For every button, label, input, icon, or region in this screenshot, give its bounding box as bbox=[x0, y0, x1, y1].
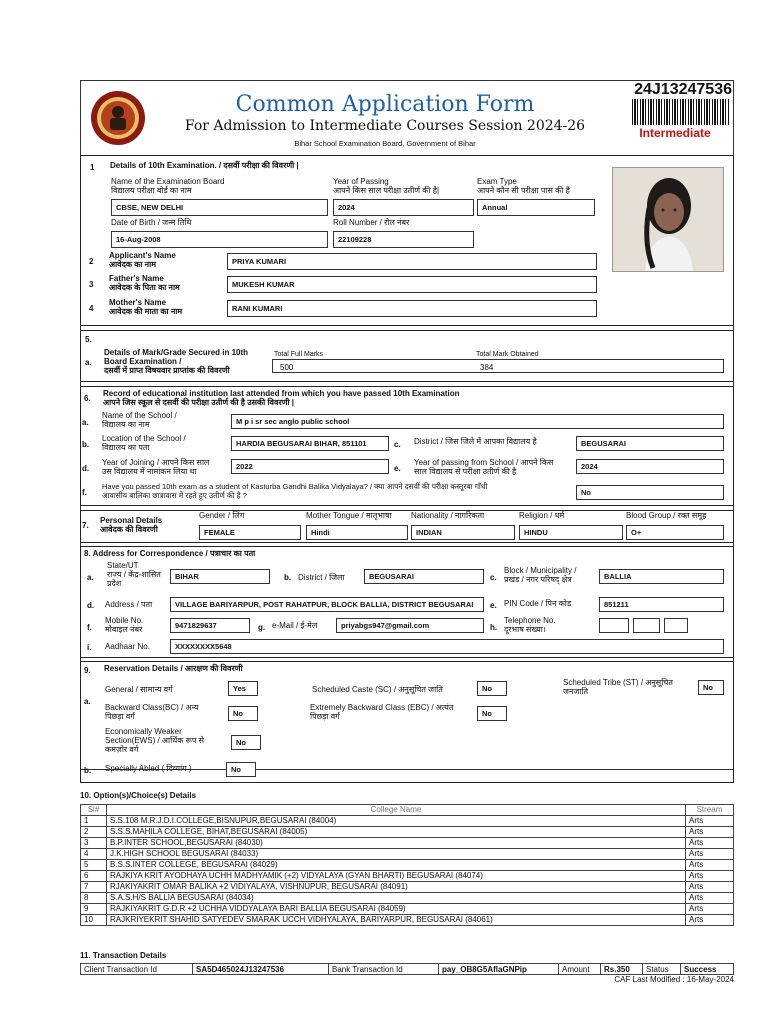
page-title: Common Application Form bbox=[235, 92, 535, 117]
year-value: 2024 bbox=[333, 199, 474, 216]
district8-value: BEGUSARAI bbox=[364, 569, 484, 584]
block-label-hi: प्रखंड / नगर परिषद् क्षेत्र bbox=[504, 575, 572, 584]
option-sl: 10 bbox=[81, 915, 107, 926]
kgbv-label-hi: आवासीय बालिका छात्रावास में रहते हुए उतीर्ण की है ? bbox=[102, 491, 247, 500]
religion-label: Religion / धर्म bbox=[519, 511, 565, 520]
option-sl: 5 bbox=[81, 860, 107, 871]
exam-type-label: Exam Type bbox=[477, 177, 517, 186]
sec3-num: 3 bbox=[89, 280, 94, 289]
school-label: Name of the School / bbox=[102, 411, 177, 420]
location-label-hi: विद्यालय का पता bbox=[102, 443, 150, 452]
blood-value: O+ bbox=[626, 525, 724, 540]
ews-label: Economically Weaker bbox=[105, 727, 182, 736]
table-row bbox=[81, 893, 734, 904]
father-name-value: MUKESH KUMAR bbox=[227, 276, 597, 293]
option-stream: Arts bbox=[686, 915, 734, 926]
sec6-b: b. bbox=[82, 440, 90, 449]
applicant-photo bbox=[612, 167, 724, 272]
blood-label: Blood Group / रक्त समूह bbox=[626, 511, 707, 520]
sec9-a: a. bbox=[84, 697, 91, 706]
total-obt-label: Total Mark Obtained bbox=[476, 351, 539, 358]
sec1-num: 1 bbox=[90, 163, 95, 172]
board-name: Bihar School Examination Board, Government of Bihar bbox=[294, 139, 476, 148]
option-stream: Arts bbox=[686, 893, 734, 904]
option-sl: 2 bbox=[81, 827, 107, 838]
join-label: Year of Joining / आपने किस साल bbox=[102, 458, 210, 467]
sec5-label: Details of Mark/Grade Secured in 10th Board Examination / bbox=[104, 348, 249, 366]
applicant-name-value: PRIYA KUMARI bbox=[227, 253, 597, 270]
sec1-title: Details of 10th Examination. / दसवीं परीक्षा की विवरणी | bbox=[110, 161, 299, 170]
exam-type-label-hi: आपने कौन सी परीक्षा पास की है bbox=[477, 186, 570, 195]
sec6-c: c. bbox=[394, 440, 401, 449]
phone-label: Telephone No. bbox=[504, 616, 556, 625]
sec7-label-hi: आवेदक की विवरणी bbox=[100, 525, 158, 534]
exam-type-value: Annual bbox=[477, 199, 595, 216]
email-label: e-Mail / ई-मेल bbox=[272, 621, 318, 630]
pass-value: 2024 bbox=[576, 459, 724, 474]
sc-label: Scheduled Caste (SC) / अनुसूचित जाति bbox=[312, 685, 443, 694]
sec4-num: 4 bbox=[89, 304, 94, 313]
option-sl: 9 bbox=[81, 904, 107, 915]
ews-label-hi: कमज़ोर वर्ग bbox=[105, 745, 139, 754]
option-sl: 8 bbox=[81, 893, 107, 904]
option-college: B.S.S.INTER COLLEGE, BEGUSARAI (84029) bbox=[107, 860, 686, 871]
ebc-label-hi: पिछड़ा वर्ग bbox=[310, 712, 340, 721]
address-label: Address / पता bbox=[105, 600, 153, 609]
option-college: RAJKIYA KRIT AYODHAYA UCHH MADHYAMIK (+2) VIDYALAYA (GYAN BHARTI) BEGUSARAI (84074) bbox=[107, 871, 686, 882]
barcode bbox=[632, 99, 730, 125]
client-txn-value: SA5D465024J13247536 bbox=[193, 964, 329, 975]
option-sl: 7 bbox=[81, 882, 107, 893]
last-modified: CAF Last Modified : 16-May-2024 bbox=[614, 975, 734, 984]
total-obt-value: 384 bbox=[480, 363, 494, 372]
dob-value: 16-Aug-2008 bbox=[111, 231, 328, 248]
table-row bbox=[81, 860, 734, 871]
options-table bbox=[80, 804, 734, 926]
option-college: S.S.S.MAHILA COLLEGE, BIHAT,BEGUSARAI (84005) bbox=[107, 827, 686, 838]
pin-label: PIN Code / पिन कोड bbox=[504, 599, 572, 608]
table-row bbox=[81, 827, 734, 838]
sec8-b: b. bbox=[284, 573, 292, 582]
amount-label: Amount bbox=[559, 964, 601, 975]
school-label-hi: विद्यालय का नाम bbox=[102, 420, 150, 429]
sec6-d: d. bbox=[82, 464, 90, 473]
sec8-h: h. bbox=[490, 623, 498, 632]
option-college: RJAKIYAKRIT OMAR BALIKA +2 VIDIYALAYA, VISHNUPUR, BEGUSARAI (84091) bbox=[107, 882, 686, 893]
option-college: B.P.INTER SCHOOL,BEGUSARAI (84030) bbox=[107, 838, 686, 849]
kgbv-value: No bbox=[576, 485, 724, 500]
ebc-label: Extremely Backward Class (EBC) / अत्यंत bbox=[310, 703, 454, 712]
option-stream: Arts bbox=[686, 871, 734, 882]
option-stream: Arts bbox=[686, 827, 734, 838]
option-college: RAJKIYAKRIT G.D.R +2 UCHHA VIDDYALAYA BARI BALLIA BEGUSARAI (84059) bbox=[107, 904, 686, 915]
sec6-num: 6. bbox=[84, 394, 91, 403]
location-value: HARDIA BEGUSARAI BIHAR, 851101 bbox=[231, 436, 389, 451]
table-row bbox=[81, 816, 734, 827]
state-label-hi: राज्य / केंद्र-शासित प्रदेश bbox=[107, 570, 161, 588]
transaction-table bbox=[80, 963, 734, 975]
tongue-value: Hindi bbox=[306, 525, 408, 540]
bank-txn-value: pay_OB8G5AflaGNPip bbox=[439, 964, 559, 975]
marks-box bbox=[272, 359, 724, 373]
stream-badge: Intermediate bbox=[639, 126, 711, 140]
option-stream: Arts bbox=[686, 849, 734, 860]
table-row bbox=[81, 882, 734, 893]
join-value: 2022 bbox=[231, 459, 389, 474]
total-full-label: Total Full Marks bbox=[274, 351, 324, 358]
roll-value: 22109228 bbox=[333, 231, 474, 248]
option-stream: Arts bbox=[686, 816, 734, 827]
kgbv-label: Have you passed 10th exam as a student of Kasturba Gandhi Balika Vidyalaya? / क्या आपने दसवीं की परीक्षा कस्तूरबा गाँधी bbox=[102, 482, 488, 491]
pwd-label: Specially Abled ( दिव्यांग ) bbox=[105, 764, 192, 773]
option-stream: Arts bbox=[686, 860, 734, 871]
bc-value: No bbox=[228, 706, 258, 721]
option-sl: 6 bbox=[81, 871, 107, 882]
sec2-label: Applicant's Name bbox=[109, 251, 176, 260]
tongue-label: Mother Tongue / मातृभाषा bbox=[306, 511, 392, 520]
sec9-b: b. bbox=[84, 766, 92, 775]
option-stream: Arts bbox=[686, 838, 734, 849]
phone-number-box bbox=[633, 618, 660, 633]
bank-txn-label: Bank Transaction Id bbox=[329, 964, 439, 975]
gender-label: Gender / लिंग bbox=[199, 511, 245, 520]
sec5-label-hi: दसवीं में प्राप्त विषयवार प्राप्तांक की विवरणी bbox=[104, 366, 230, 375]
general-value: Yes bbox=[228, 681, 258, 696]
sec5-num: 5. bbox=[85, 335, 92, 344]
address-value: VILLAGE BARIYARPUR, POST RAHATPUR, BLOCK BALLIA, DISTRICT BEGUSARAI bbox=[170, 597, 484, 612]
st-label-hi: जनजाति bbox=[563, 687, 589, 696]
ews-value: No bbox=[231, 735, 261, 750]
pin-value: 851211 bbox=[599, 597, 724, 612]
sec6-title-hi: आपने जिस स्कूल से दसवीं की परीक्षा उतीर्ण की है उसकी विवरणी | bbox=[103, 398, 295, 407]
sec7-label: Personal Details bbox=[100, 516, 163, 525]
sec4-label: Mother's Name bbox=[109, 298, 167, 307]
sec6-title: Record of educational institution last attended from which you have passed 10th Examination bbox=[103, 389, 460, 398]
sec5-sub: a. bbox=[85, 358, 92, 367]
nation-value: INDIAN bbox=[411, 525, 515, 540]
ebc-value: No bbox=[477, 706, 507, 721]
sec8-i: i. bbox=[87, 643, 92, 652]
join-label-hi: उस विद्यालय में नामांकन लिया था bbox=[102, 467, 197, 476]
sc-value: No bbox=[477, 681, 507, 696]
sec8-d: d. bbox=[87, 601, 95, 610]
gender-value: FEMALE bbox=[199, 525, 301, 540]
mother-name-value: RANI KUMARI bbox=[227, 300, 597, 317]
block-value: BALLIA bbox=[599, 569, 724, 584]
option-stream: Arts bbox=[686, 904, 734, 915]
sec2-num: 2 bbox=[89, 257, 94, 266]
sec3-label-hi: आवेदक के पिता का नाम bbox=[109, 283, 180, 292]
mobile-value: 9471829637 bbox=[170, 618, 250, 633]
options-header-row bbox=[81, 805, 734, 816]
sec8-e: e. bbox=[490, 601, 497, 610]
dob-label: Date of Birth / जन्म तिथि bbox=[111, 218, 192, 227]
state-value: BIHAR bbox=[170, 569, 270, 584]
year-label-hi: आपने किस साल परीक्षा उतीर्ण की है| bbox=[333, 186, 440, 195]
amount-value: Rs.350 bbox=[601, 964, 643, 975]
district8-label: District / जिला bbox=[298, 573, 345, 582]
sec8-c: c. bbox=[490, 573, 497, 582]
pwd-value: No bbox=[226, 762, 256, 777]
option-sl: 1 bbox=[81, 816, 107, 827]
option-college: S.A.S.H/S BALLIA BEGUSARAI (84034) bbox=[107, 893, 686, 904]
sec9-num: 9. bbox=[84, 666, 91, 675]
board-value: CBSE, NEW DELHI bbox=[111, 199, 328, 216]
sec8-a: a. bbox=[87, 573, 94, 582]
option-sl: 3 bbox=[81, 838, 107, 849]
nation-label: Nationality / नागरिकता bbox=[411, 511, 485, 520]
transaction-row bbox=[81, 964, 734, 975]
mobile-label: Mobile No. bbox=[105, 616, 144, 625]
status-label: Status bbox=[643, 964, 681, 975]
bseb-logo bbox=[90, 90, 146, 146]
option-college: J.K.HIGH SCHOOL BEGUSARAI (84033) bbox=[107, 849, 686, 860]
options-title: 10. Option(s)/Choice(s) Details bbox=[80, 791, 197, 800]
sec6-f: f. bbox=[82, 488, 87, 497]
sec8-title: 8. Address for Correspondence / पत्राचार का पता bbox=[84, 549, 256, 558]
sec6-a: a. bbox=[82, 418, 89, 427]
sec6-e: e. bbox=[394, 464, 401, 473]
sec8-f: f. bbox=[87, 623, 92, 632]
bc-label-hi: पिछड़ा वर्ग bbox=[105, 712, 135, 721]
table-row bbox=[81, 871, 734, 882]
transaction-title: 11. Transaction Details bbox=[80, 951, 167, 960]
college-header: College Name bbox=[107, 805, 686, 816]
district-label: District / जिस जिले में आपका विद्यालय है bbox=[414, 437, 537, 446]
option-college: S.S.108 M.R.J.D.I.COLLEGE,BISNUPUR,BEGUSARAI (84004) bbox=[107, 816, 686, 827]
table-row bbox=[81, 915, 734, 926]
year-label: Year of Passing bbox=[333, 177, 389, 186]
email-value: priyabgs947@gmail.com bbox=[336, 618, 484, 633]
board-label-hi: विद्यालय परीक्षा बोर्ड का नाम bbox=[111, 186, 192, 195]
phone-label-hi: दूरभाष संख्या। bbox=[504, 625, 546, 634]
option-college: RAJKRIYEKRIT SHAHID SATYEDEV SMARAK UCCH VIDHYALAYA, BARIYARPUR, BEGUSARAI (84061) bbox=[107, 915, 686, 926]
table-row bbox=[81, 904, 734, 915]
sl-header: Sl# bbox=[81, 805, 107, 816]
roll-label: Roll Number / रोल नंबर bbox=[333, 218, 410, 227]
sec3-label: Father's Name bbox=[109, 274, 164, 283]
phone-std-box bbox=[599, 618, 629, 633]
sec4-label-hi: आवेदक की माता का नाम bbox=[109, 307, 183, 316]
pass-label-hi: साल विद्यालय से परीक्षा उतीर्ण की है bbox=[414, 467, 517, 476]
stream-header: Stream bbox=[686, 805, 734, 816]
table-row bbox=[81, 849, 734, 860]
st-label: Scheduled Tribe (ST) / अनुसूचित bbox=[563, 678, 673, 687]
table-row bbox=[81, 838, 734, 849]
total-full-value: 500 bbox=[280, 363, 294, 372]
option-sl: 4 bbox=[81, 849, 107, 860]
client-txn-label: Client Transaction Id bbox=[81, 964, 193, 975]
location-label: Location of the School / bbox=[102, 434, 186, 443]
pass-label: Year of passing from School / आपने किस bbox=[414, 458, 554, 467]
block-label: Block / Municipality / bbox=[504, 566, 577, 575]
aadhaar-value: XXXXXXXX5648 bbox=[170, 639, 724, 654]
status-value: Success bbox=[681, 964, 734, 975]
sec7-num: 7. bbox=[82, 521, 89, 530]
page-subtitle: For Admission to Intermediate Courses Session 2024-26 bbox=[184, 118, 586, 134]
religion-value: HINDU bbox=[519, 525, 623, 540]
st-value: No bbox=[698, 680, 724, 695]
option-stream: Arts bbox=[686, 882, 734, 893]
phone-ext-box bbox=[664, 618, 688, 633]
form-number: 24J13247536 bbox=[634, 81, 732, 98]
board-label: Name of the Examination Board bbox=[111, 177, 225, 186]
sec8-g: g. bbox=[258, 623, 266, 632]
sec2-label-hi: आवेदक का नाम bbox=[109, 260, 156, 269]
aadhaar-label: Aadhaar No. bbox=[105, 642, 150, 651]
ews-label2: Section(EWS) / आर्थिक रूप से bbox=[105, 736, 205, 745]
bc-label: Backward Class(BC) / अन्य bbox=[105, 703, 199, 712]
general-label: General / सामान्य वर्ग bbox=[105, 685, 173, 694]
mobile-label-hi: मोबाइल नंबर bbox=[105, 625, 143, 634]
sec9-title: Reservation Details / आरक्षण की विवरणी bbox=[104, 664, 243, 673]
school-value: M p i sr sec anglo public school bbox=[231, 414, 724, 429]
state-label: State/UT bbox=[107, 561, 139, 570]
district-value: BEGUSARAI bbox=[576, 436, 724, 451]
